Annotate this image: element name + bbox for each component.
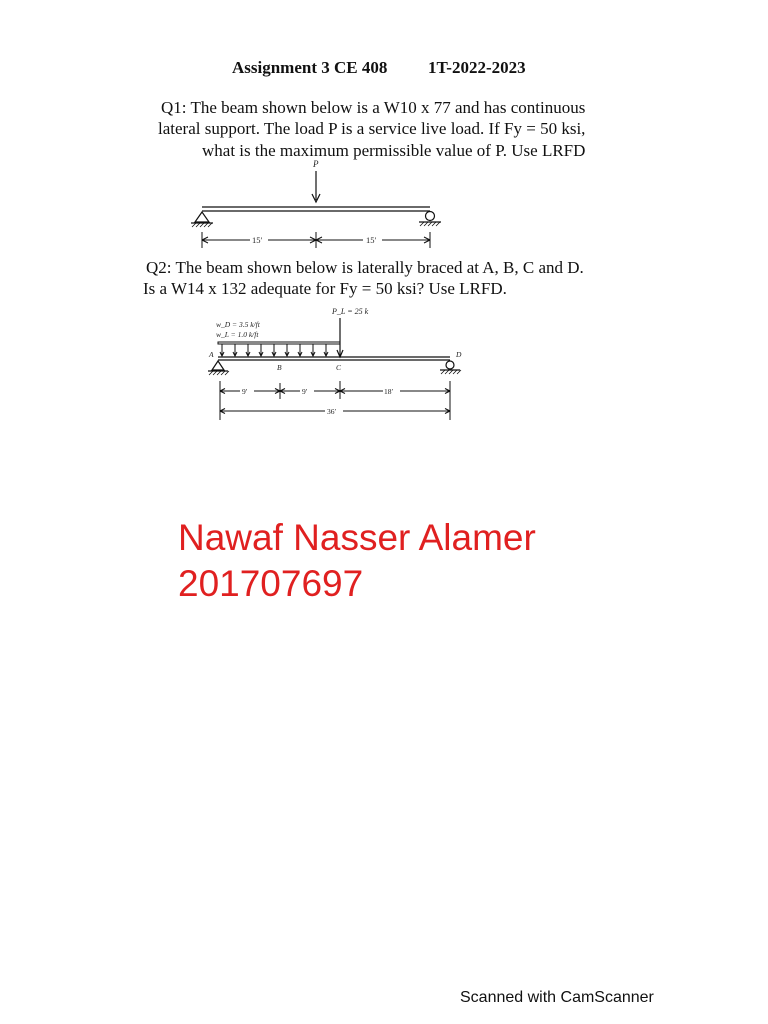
- camscanner-watermark: Scanned with CamScanner: [460, 989, 654, 1006]
- q2-label-d: D: [456, 350, 462, 359]
- q1-load-label: P: [313, 159, 319, 169]
- q2-roller-support: [446, 361, 454, 369]
- q1-pin-support: [195, 212, 209, 222]
- q2-dim-ab: 9′: [242, 387, 248, 396]
- q2-dim-cd: 18′: [384, 387, 394, 396]
- q1-line-3: what is the maximum permissible value of P. Use LRFD: [202, 141, 586, 160]
- q1-beam-diagram: [180, 155, 450, 255]
- q2-dead-load-label: w_D = 3.5 k/ft: [216, 320, 260, 329]
- q1-line-2: lateral support. The load P is a service live load. If Fy = 50 ksi,: [158, 119, 586, 138]
- q2-line-2: Is a W14 x 132 adequate for Fy = 50 ksi? Use LRFD.: [143, 279, 507, 298]
- q2-line-1: Q2: The beam shown below is laterally braced at A, B, C and D.: [146, 258, 584, 277]
- assignment-term: 1T-2022-2023: [428, 58, 526, 77]
- q2-distributed-load-arrows: [222, 344, 326, 355]
- assignment-title: Assignment 3 CE 408: [232, 58, 388, 77]
- q2-distributed-load-bar: [218, 342, 340, 344]
- student-id: 201707697: [178, 563, 364, 604]
- student-name: Nawaf Nasser Alamer: [178, 517, 536, 558]
- q2-beam-diagram: [200, 303, 470, 428]
- q2-label-a: A: [209, 350, 214, 359]
- q2-dim-bc: 9′: [302, 387, 308, 396]
- q2-dim-total: 36′: [327, 407, 337, 416]
- q1-line-1: Q1: The beam shown below is a W10 x 77 and has continuous: [161, 98, 586, 117]
- q2-point-load-label: P_L = 25 k: [332, 307, 369, 316]
- q2-label-c: C: [336, 363, 342, 372]
- q2-pin-support: [212, 361, 224, 370]
- q2-label-b: B: [277, 363, 282, 372]
- q1-span-right: 15′: [366, 235, 377, 245]
- q2-live-load-label: w_L = 1.0 k/ft: [216, 330, 259, 339]
- q1-span-left: 15′: [252, 235, 263, 245]
- q1-roller-support: [426, 212, 435, 221]
